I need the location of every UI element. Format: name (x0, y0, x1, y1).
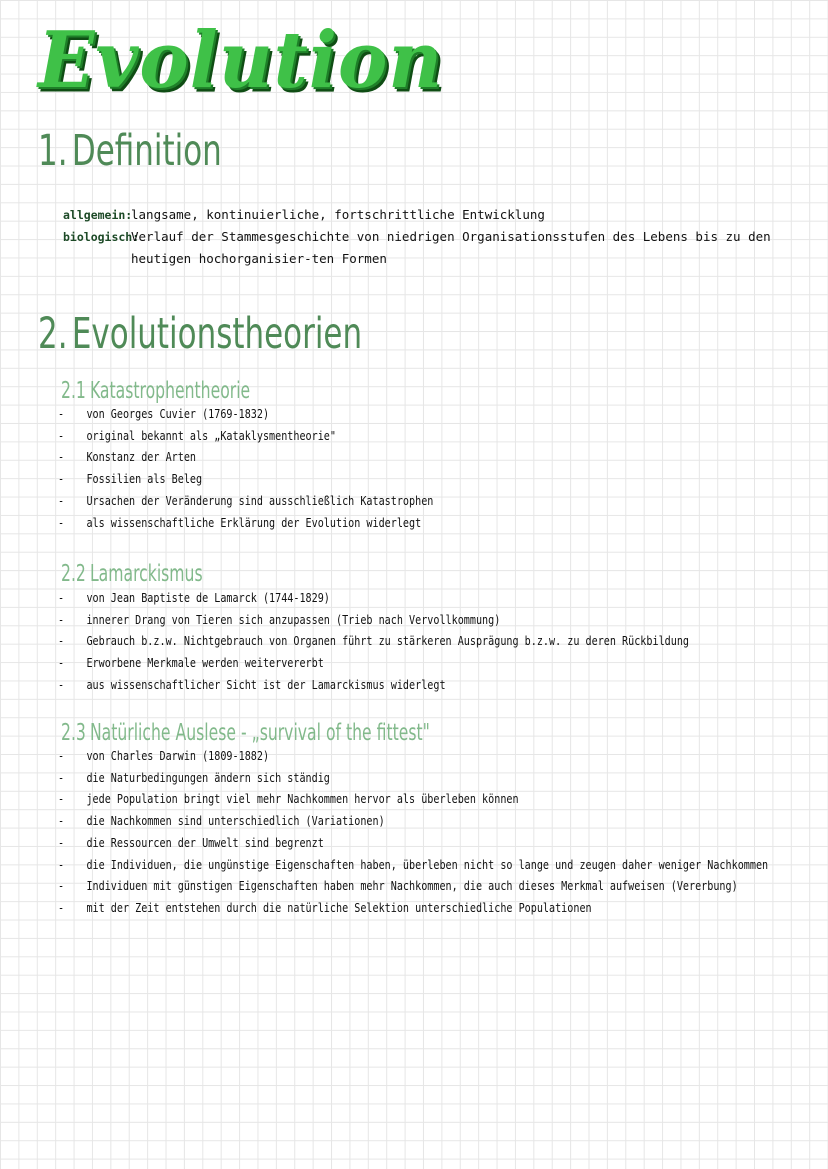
list-item (58, 833, 768, 855)
bullet-dash: - (58, 749, 65, 764)
bullet-dash: - (58, 493, 65, 509)
bullet-dash: - (58, 677, 65, 693)
list-item-text: von Jean Baptiste de Lamarck (1744-1829) (86, 591, 330, 606)
list-item-text: original bekannt als „Kataklysmentheorie" (86, 428, 336, 444)
list-item-text: Fossilien als Beleg (86, 472, 203, 488)
bullet-dash: - (58, 591, 65, 606)
bullet-dash: - (58, 428, 65, 444)
bullet-dash: - (58, 450, 65, 466)
subsection-number: 2.2 (61, 561, 86, 587)
section-number: 2. (38, 309, 68, 359)
list-item (58, 491, 433, 513)
definition-row-biological (63, 226, 803, 270)
subsection-number: 2.1 (61, 378, 86, 404)
bullet-dash: - (58, 857, 65, 873)
list-item-text: Erworbene Merkmale werden weitervererbt (86, 656, 324, 672)
list-item-text: aus wissenschaftlicher Sicht ist der Lamarckismus widerlegt (86, 677, 446, 693)
list-item-text: Individuen mit günstigen Eigenschaften haben mehr Nachkommen, die auch dieses Merkmal aufweisen (Vererbung) (86, 879, 738, 895)
list-item (58, 855, 768, 877)
list-item (58, 404, 433, 426)
list-item-text: Gebrauch b.z.w. Nichtgebrauch von Organen führt zu stärkeren Ausprägung b.z.w. zu deren Rückbildung (86, 634, 690, 650)
list-item (58, 513, 433, 535)
section-heading-definition (38, 126, 222, 176)
definition-row-general (63, 204, 803, 226)
bullet-dash: - (58, 900, 65, 916)
bullet-list-katastrophentheorie (58, 404, 433, 534)
list-item-text: mit der Zeit entstehen durch die natürliche Selektion unterschiedliche Populationen (86, 900, 592, 916)
list-item (58, 469, 433, 491)
list-item-text: die Nachkommen sind unterschiedlich (Variationen) (86, 814, 385, 830)
bullet-dash: - (58, 792, 65, 808)
bullet-dash: - (58, 656, 65, 672)
list-item (58, 631, 689, 653)
definition-term: allgemein: (63, 208, 133, 222)
subsection-heading-natuerliche-auslese (61, 722, 430, 745)
list-item (58, 675, 689, 697)
bullet-list-natuerliche-auslese (58, 746, 768, 920)
section-title: Evolutionstheorien (71, 309, 363, 359)
bullet-dash: - (58, 515, 65, 531)
list-item-text: Ursachen der Veränderung sind ausschließlich Katastrophen (86, 493, 434, 509)
list-item (58, 588, 689, 610)
bullet-dash: - (58, 407, 65, 422)
list-item (58, 811, 768, 833)
definition-text: langsame, kontinuierliche, fortschrittliche Entwicklung (131, 207, 545, 222)
bullet-list-lamarckismus (58, 588, 689, 697)
list-item (58, 768, 768, 790)
bullet-dash: - (58, 770, 65, 786)
list-item (58, 898, 768, 920)
section-heading-theories (38, 309, 363, 359)
list-item-text: innerer Drang von Tieren sich anzupassen (Trieb nach Vervollkommung) (86, 612, 501, 628)
bullet-dash: - (58, 612, 65, 628)
list-item (58, 447, 433, 469)
section-number: 1. (38, 126, 68, 176)
subsection-title: Lamarckismus (89, 561, 203, 587)
list-item (58, 789, 768, 811)
list-item (58, 426, 433, 448)
definition-term: biologisch: (63, 230, 140, 244)
list-item (58, 746, 768, 768)
list-item-text: Konstanz der Arten (86, 450, 197, 466)
subsection-heading-katastrophentheorie (61, 380, 250, 403)
list-item-text: die Ressourcen der Umwelt sind begrenzt (86, 835, 324, 851)
list-item-text: jede Population bringt viel mehr Nachkommen hervor als überleben können (86, 792, 519, 808)
list-item-text: von Charles Darwin (1809-1882) (86, 749, 270, 764)
definition-text: Verlauf der Stammesgeschichte von niedrigen Organisationsstufen des Lebens bis zu den heutigen hochorganisier-ten Formen (131, 229, 771, 266)
list-item (58, 653, 689, 675)
page-title: Evolution (38, 15, 444, 107)
definition-list (63, 204, 803, 270)
list-item-text: die Naturbedingungen ändern sich ständig (86, 770, 330, 786)
list-item (58, 610, 689, 632)
bullet-dash: - (58, 814, 65, 830)
bullet-dash: - (58, 835, 65, 851)
subsection-title: Natürliche Auslese - „survival of the fittest" (89, 720, 430, 746)
subsection-title: Katastrophentheorie (89, 378, 251, 404)
bullet-dash: - (58, 879, 65, 895)
subsection-heading-lamarckismus (61, 563, 203, 586)
list-item-text: die Individuen, die ungünstige Eigenschaften haben, überleben nicht so lange und zeugen daher weniger Nachkommen (86, 857, 769, 873)
section-title: Definition (71, 126, 222, 176)
list-item-text: als wissenschaftliche Erklärung der Evolution widerlegt (86, 515, 422, 531)
list-item-text: von Georges Cuvier (1769-1832) (86, 407, 270, 422)
subsection-number: 2.3 (61, 720, 86, 746)
list-item (58, 876, 768, 898)
bullet-dash: - (58, 472, 65, 488)
bullet-dash: - (58, 634, 65, 650)
